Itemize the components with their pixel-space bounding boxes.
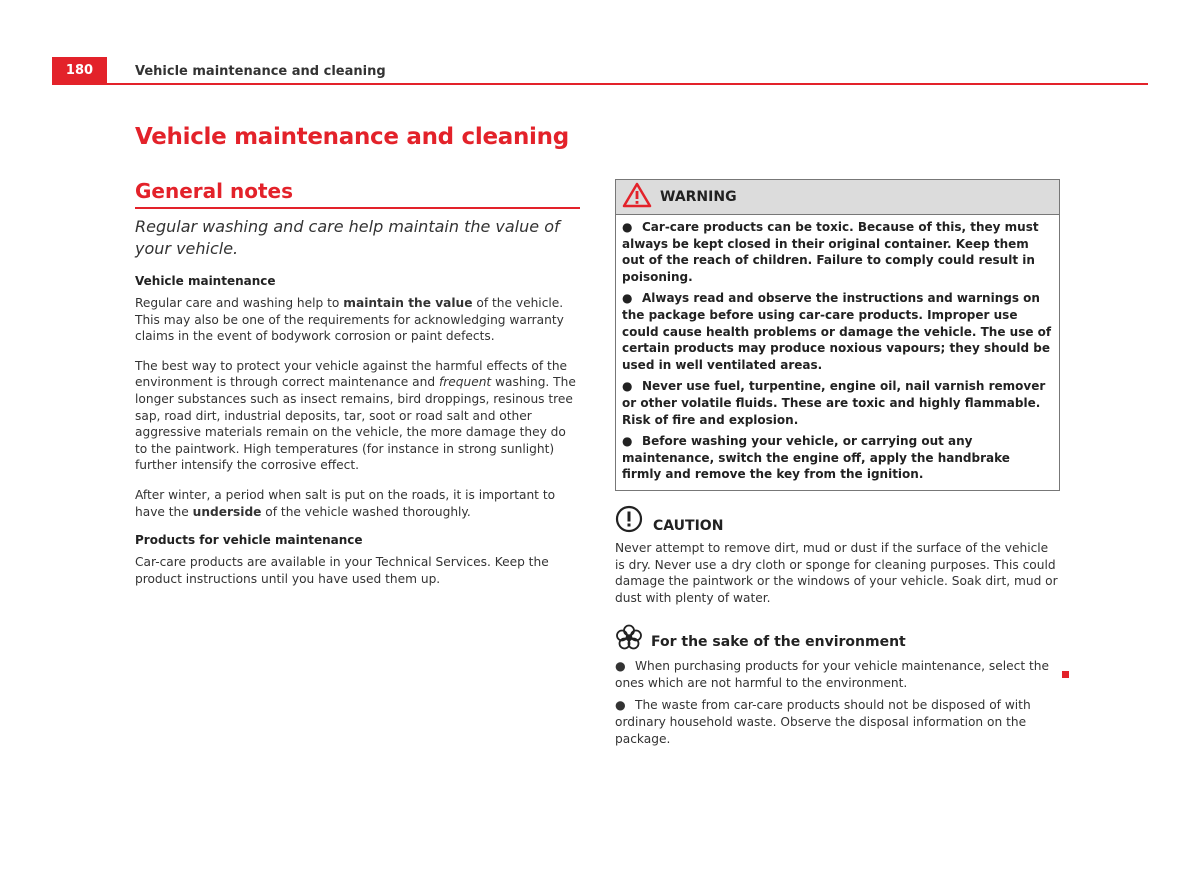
emphasis-text: frequent	[438, 375, 492, 390]
warning-item-text: Car-care products can be toxic. Because of this, they must always be kept closed in their original container. Keep them out of the reach of children. Failure to comply could result in poisoning.	[622, 220, 1039, 284]
warning-item-text: Always read and observe the instructions and warnings on the package before using car-care products. Improper use could cause health problems or damage the vehicle. The use of certain products may produce noxious vapours; they should be used in well ventilated areas.	[622, 291, 1052, 372]
warning-item-text: Before washing your vehicle, or carrying out any maintenance, switch the engine off, apply the handbrake firmly and remove the key from the ignition.	[622, 434, 1010, 482]
caution-text: Never attempt to remove dirt, mud or dust if the surface of the vehicle is dry. Never use a dry cloth or sponge for cleaning purposes. This could damage the paintwork or the windows of your vehicle. Soak dirt, mud or dust with plenty of water.	[615, 540, 1058, 605]
warning-label: WARNING	[660, 189, 737, 205]
warning-box	[615, 179, 1060, 491]
section-rule	[135, 207, 580, 209]
warning-item	[622, 290, 1053, 373]
warning-item	[622, 378, 1053, 428]
section-title: General notes	[135, 179, 293, 203]
text-run: After winter, a period when salt is put on the roads, it is important to have the	[135, 487, 556, 519]
section-intro: Regular washing and care help maintain the value of your vehicle.	[135, 217, 560, 258]
environment-header	[615, 624, 1060, 654]
warning-item-text: Never use fuel, turpentine, engine oil, nail varnish remover or other volatile fluids. These are toxic and highly flammable. Risk of fire and explosion.	[622, 379, 1046, 427]
text-run: Regular care and washing help to	[135, 296, 344, 310]
exclamation-circle-icon	[615, 505, 643, 537]
right-column	[615, 179, 1060, 747]
text-run: of the vehicle washed thoroughly.	[261, 504, 471, 519]
emphasis-text: maintain the value	[343, 296, 473, 310]
bullet: ●	[622, 379, 633, 394]
environment-item	[615, 697, 1060, 747]
caution-header	[615, 505, 1060, 537]
flower-icon	[615, 624, 643, 654]
emphasis-text: underside	[192, 504, 262, 519]
header-rule	[107, 83, 1148, 85]
paragraph-winter	[135, 487, 580, 520]
paragraph-value	[135, 295, 580, 345]
environment-item-text: The waste from car-care products should not be disposed of with ordinary household waste. Observe the disposal information on the package.	[615, 698, 1031, 746]
bullet: ●	[615, 659, 626, 674]
subhead-vehicle-maintenance: Vehicle maintenance	[135, 274, 276, 288]
text-run: of the vehicle. This may also be one of the requirements for acknowledging warranty claims in the event of bodywork corrosion or paint defects.	[135, 296, 564, 344]
warning-triangle-icon	[622, 182, 652, 212]
environment-label: For the sake of the environment	[651, 634, 906, 651]
page-number: 180	[52, 57, 107, 85]
environment-item	[615, 658, 1060, 691]
environment-item-text: When purchasing products for your vehicle maintenance, select the ones which are not harmful to the environment.	[615, 659, 1050, 690]
bullet: ●	[622, 291, 633, 306]
paragraph-protect	[135, 358, 580, 474]
warning-item	[622, 433, 1053, 483]
chapter-title: Vehicle maintenance and cleaning	[135, 124, 569, 150]
section-end-marker	[1062, 671, 1069, 678]
bullet: ●	[622, 220, 633, 234]
bullet: ●	[615, 698, 626, 713]
warning-body	[616, 215, 1059, 490]
paragraph-products: Car-care products are available in your Technical Services. Keep the product instructions until you have used them up.	[135, 555, 549, 586]
subhead-products: Products for vehicle maintenance	[135, 533, 363, 548]
caution-label: CAUTION	[653, 517, 724, 534]
text-run: washing. The longer substances such as insect remains, bird droppings, resinous tree sap, road dirt, industrial deposits, tar, soot or road salt and other aggressive materials remain on the vehicle, the more damage they do to the paintwork. High temperatures (for instance in strong sunlight) further intensify the corrosive effect.	[135, 375, 576, 473]
bullet: ●	[622, 434, 633, 449]
warning-header	[616, 180, 1059, 215]
left-column	[135, 216, 580, 600]
text-run: The best way to protect your vehicle against the harmful effects of the environment is through correct maintenance and	[135, 358, 568, 390]
warning-item	[622, 219, 1053, 285]
running-header-title: Vehicle maintenance and cleaning	[135, 64, 386, 79]
